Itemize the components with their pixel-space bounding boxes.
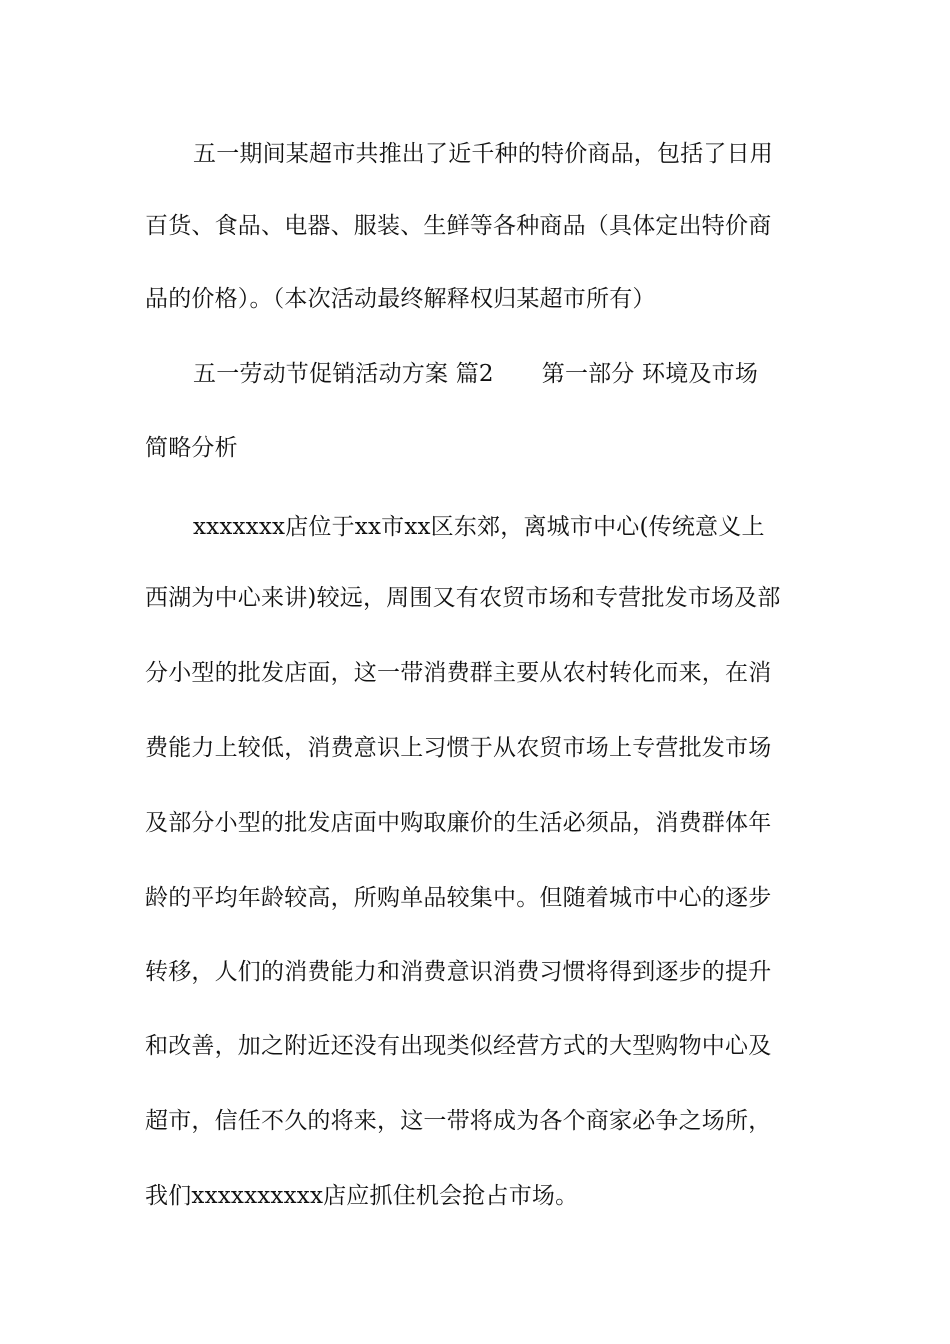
section-heading-part: 第一部分 环境及市场 — [541, 361, 759, 387]
paragraph-3-line-10: 我们xxxxxxxxxx店应抓住机会抢占市场。 — [145, 1183, 579, 1209]
paragraph-3-line-7: 转移，人们的消费能力和消费意识消费习惯将得到逐步的提升 — [145, 959, 772, 985]
paragraph-3-line-8: 和改善，加之附近还没有出现类似经营方式的大型购物中心及 — [145, 1033, 772, 1059]
paragraph-3-line-9: 超市，信任不久的将来，这一带将成为各个商家必争之场所， — [145, 1108, 772, 1134]
paragraph-3-line-6: 龄的平均年龄较高，所购单品较集中。但随着城市中心的逐步 — [145, 885, 772, 911]
section-heading-title: 五一劳动节促销活动方案 篇2 — [193, 361, 494, 387]
paragraph-3-line-1: xxxxxxx店位于xx市xx区东郊，离城市中心(传统意义上 — [193, 514, 765, 540]
paragraph-3-line-3: 分小型的批发店面，这一带消费群主要从农村转化而来，在消 — [145, 660, 772, 686]
paragraph-3-line-4: 费能力上较低，消费意识上习惯于从农贸市场上专营批发市场 — [145, 735, 772, 761]
paragraph-1-line-1: 五一期间某超市共推出了近千种的特价商品，包括了日用 — [193, 141, 773, 167]
paragraph-3-line-2: 西湖为中心来讲)较远，周围又有农贸市场和专营批发市场及部 — [145, 585, 781, 611]
section-heading-continuation: 简略分析 — [145, 435, 238, 461]
paragraph-3-line-5: 及部分小型的批发店面中购取廉价的生活必须品，消费群体年 — [145, 810, 772, 836]
paragraph-1-line-3: 品的价格）。（本次活动最终解释权归某超市所有） — [145, 286, 656, 312]
paragraph-1-line-2: 百货、食品、电器、服装、生鲜等各种商品（具体定出特价商 — [145, 213, 772, 239]
section-heading — [193, 356, 758, 392]
